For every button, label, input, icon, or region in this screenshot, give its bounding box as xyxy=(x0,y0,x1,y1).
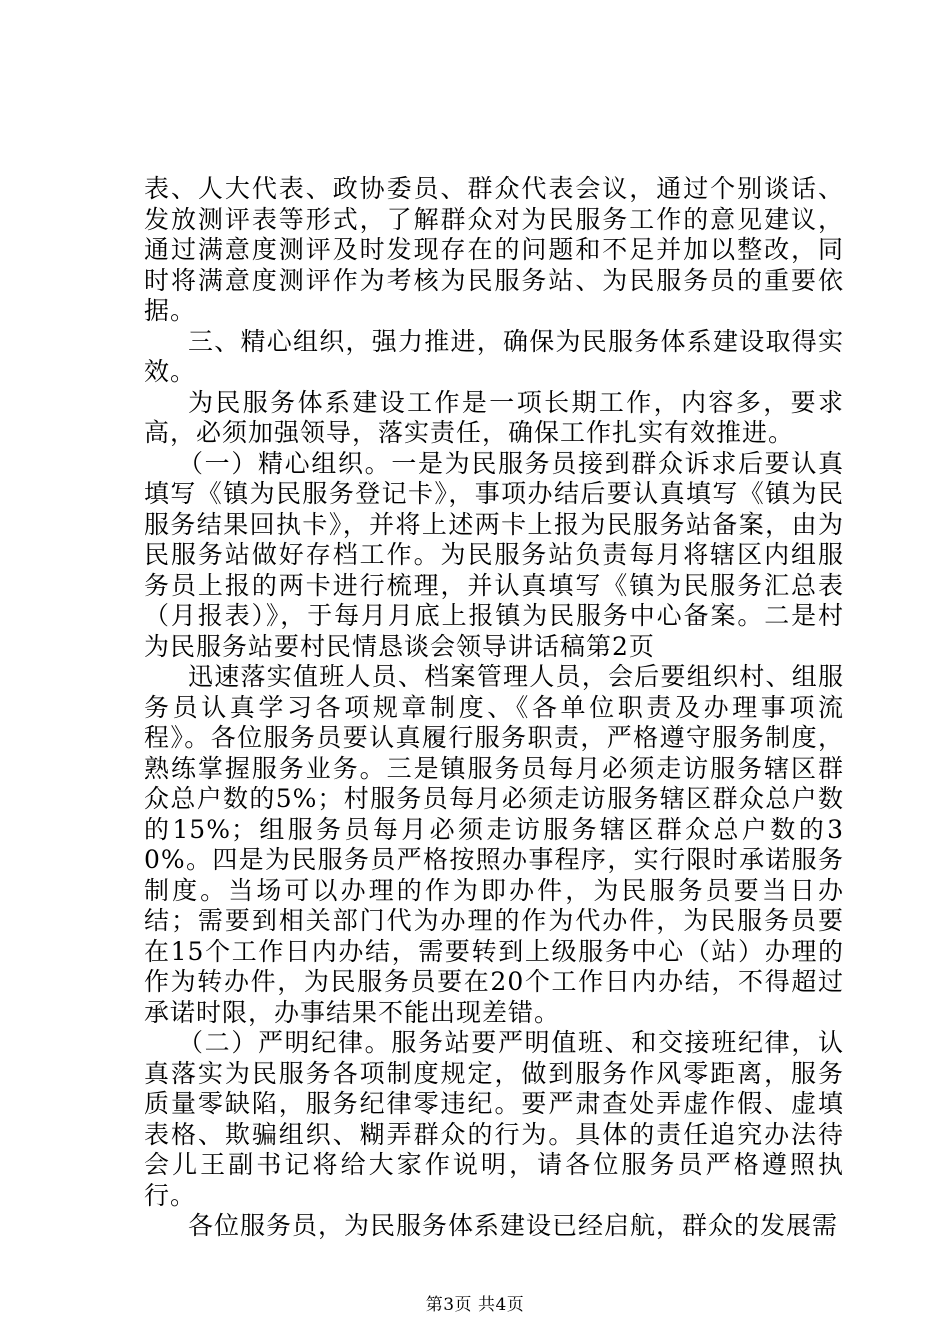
paragraph-organization: （一）精心组织。一是为民服务员接到群众诉求后要认真填写《镇为民服务登记卡》，事项办结后要认真填写《镇为民服务结果回执卡》，并将上述两卡上报为民服务站备案，由为民服务站做好存档工作。为民服务站负责每月将辖区内组服务员上报的两卡进行梳理，并认真填写《镇为民服务汇总表（月报表）》，于每月月底上报镇为民服务中心备案。二是村为民服务站要村民情恳谈会领导讲话稿第2页 xyxy=(144,448,844,661)
paragraph-discipline: （二）严明纪律。服务站要严明值班、和交接班纪律，认真落实为民服务各项制度规定，做到服务作风零距离，服务质量零缺陷，服务纪律零违纪。要严肃查处弄虚作假、虚填表格、欺骗组织、糊弄群众的行为。具体的责任追究办法待会儿王副书记将给大家作说明，请各位服务员严格遵照执行。 xyxy=(144,1028,844,1210)
section-heading-three: 三、精心组织，强力推进，确保为民服务体系建设取得实效。 xyxy=(144,326,844,386)
page-number: 第3页 共4页 xyxy=(425,1295,525,1315)
paragraph-intro: 为民服务体系建设工作是一项长期工作，内容多，要求高，必须加强领导，落实责任，确保工作扎实有效推进。 xyxy=(144,387,844,447)
paragraph-continuation: 表、人大代表、政协委员、群众代表会议，通过个别谈话、发放测评表等形式，了解群众对为民服务工作的意见建议，通过满意度测评及时发现存在的问题和不足并加以整改，同时将满意度测评作为考核为民服务站、为民服务员的重要依据。 xyxy=(144,174,844,325)
paragraph-implementation: 迅速落实值班人员、档案管理人员，会后要组织村、组服务员认真学习各项规章制度、《各单位职责及办理事项流程》。各位服务员要认真履行服务职责，严格遵守服务制度，熟练掌握服务业务。三是镇服务员每月必须走访服务辖区群众总户数的5%；村服务员每月必须走访服务辖区群众总户数的15%；组服务员每月必须走访服务辖区群众总户数的30%。四是为民服务员严格按照办事程序，实行限时承诺服务制度。当场可以办理的作为即办件，为民服务员要当日办结；需要到相关部门代为办理的作为代办件，为民服务员要在15个工作日内办结，需要转到上级服务中心（站）办理的作为转办件，为民服务员要在20个工作日内办结，不得超过承诺时限，办事结果不能出现差错。 xyxy=(144,662,844,1027)
paragraph-closing: 各位服务员，为民服务体系建设已经启航，群众的发展需 xyxy=(188,1211,839,1240)
document-body xyxy=(144,174,844,1242)
